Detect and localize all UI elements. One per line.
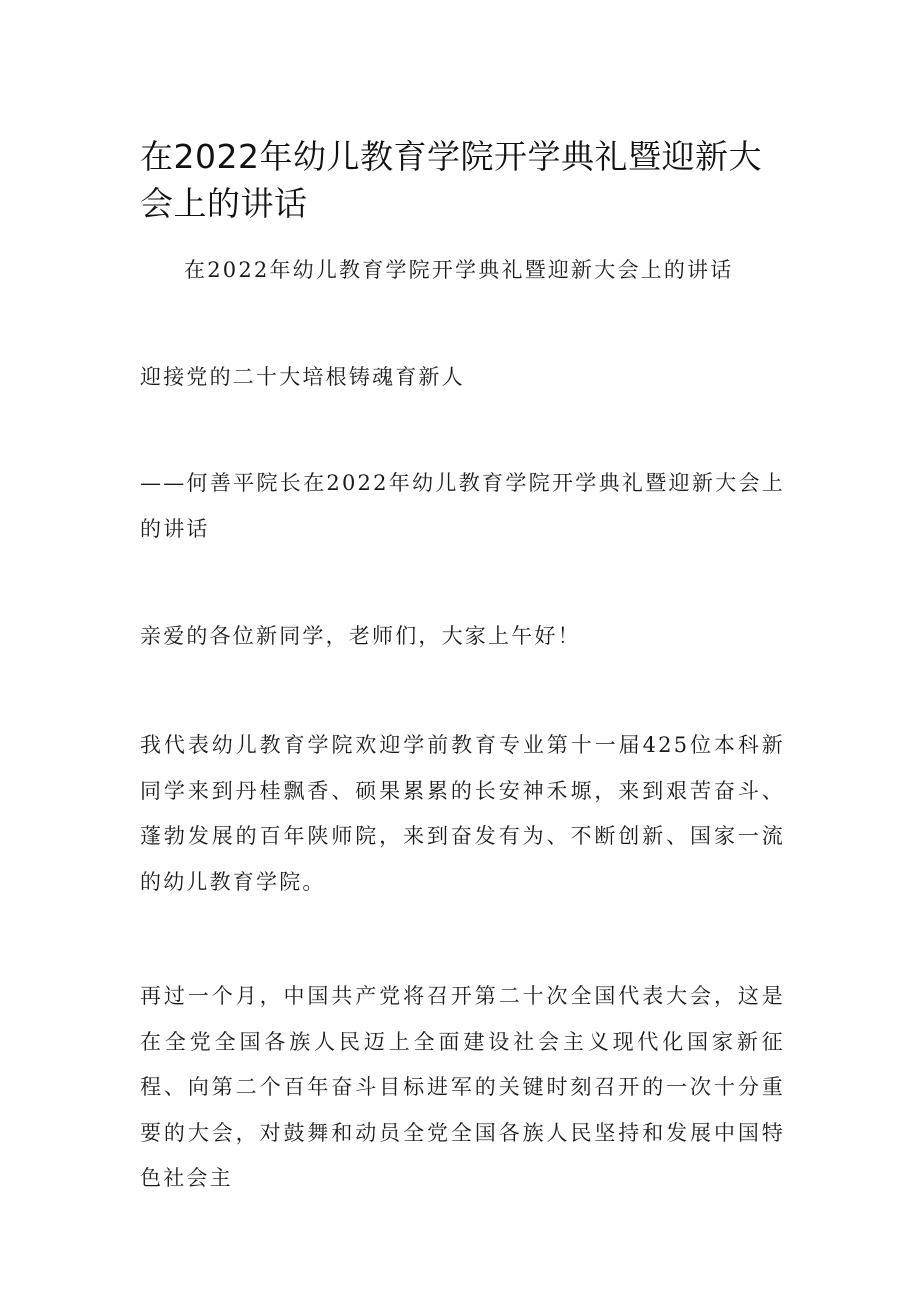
body-paragraph: 再过一个月，中国共产党将召开第二十次全国代表大会，这是在全党全国各族人民迈上全面建设社会主义现代化国家新征程、向第二个百年奋斗目标进军的关键时刻召开的一次十分重要的大会，对鼓舞和动员全党全国各族人民坚持和发展中国特色社会主 xyxy=(140,984,785,1190)
document-title: 在2022年幼儿教育学院开学典礼暨迎新大会上的讲话 xyxy=(140,137,762,223)
speech-slogan: 迎接党的二十大培根铸魂育新人 xyxy=(140,365,465,389)
body-paragraph: 我代表幼儿教育学院欢迎学前教育专业第十一届425位本科新同学来到丹桂飘香、硕果累累的长安神禾塬，来到艰苦奋斗、蓬勃发展的百年陕师院，来到奋发有为、不断创新、国家一流的幼儿教育学院。 xyxy=(140,733,785,894)
speech-greeting: 亲爱的各位新同学，老师们，大家上午好！ xyxy=(140,624,581,648)
document-subtitle: 在2022年幼儿教育学院开学典礼暨迎新大会上的讲话 xyxy=(184,258,734,282)
speech-byline: ——何善平院长在2022年幼儿教育学院开学典礼暨迎新大会上的讲话 xyxy=(140,471,785,541)
